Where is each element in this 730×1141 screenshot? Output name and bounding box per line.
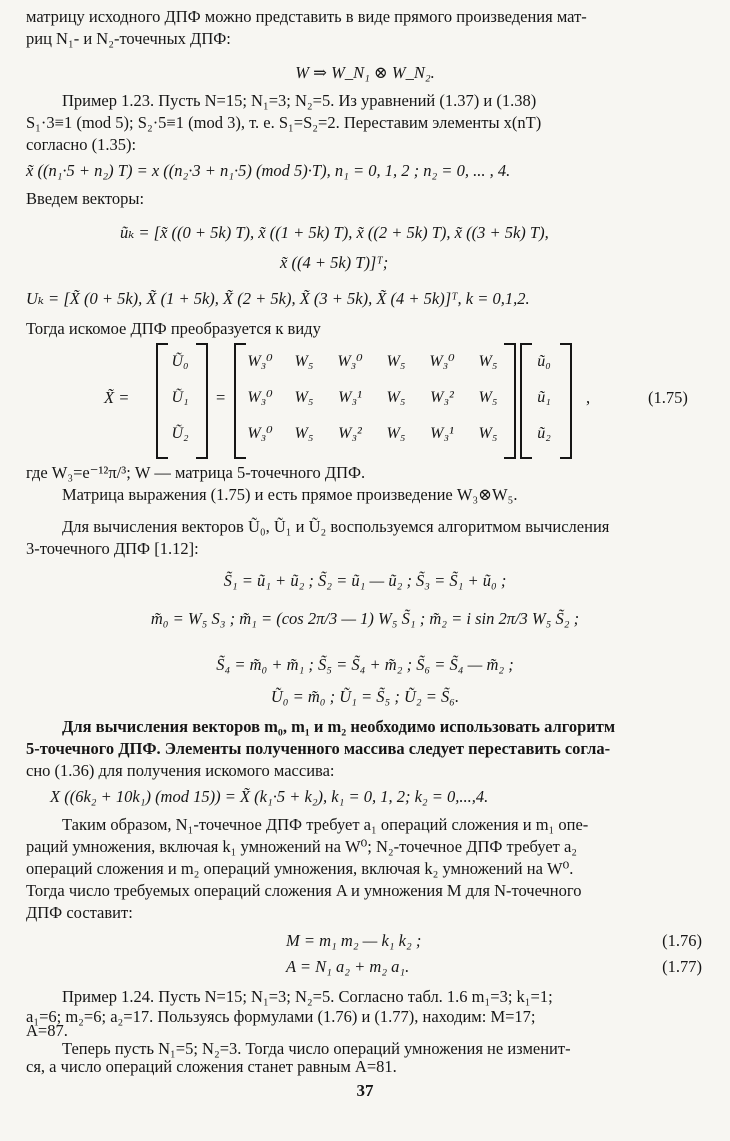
example-1-23-line2: S₁·3≡1 (mod 5); S₂·5≡1 (mod 3), т. е. S₁=S₂=2. Переставим элементы x(nT)	[26, 113, 542, 132]
vector-cell: Ũ₁	[171, 389, 189, 406]
equation-M: M = m₁ m₂ — k₁ k₂ ;	[286, 931, 422, 950]
text-line: операций сложения и m₂ операций умножения, включая k₂ умножений на W⁰.	[26, 859, 574, 878]
text-line: ДПФ составит:	[26, 903, 133, 922]
vector-cell: ũ₂	[537, 425, 551, 442]
equation-Uk: Uₖ = [X̃ (0 + 5k), X̃ (1 + 5k), X̃ (2 + 5k), X̃ (3 + 5k), X̃ (4 + 5k)]ᵀ, k = 0,1,2.	[26, 289, 530, 308]
page-number: 37	[356, 1081, 374, 1100]
matrix-equation-1-75	[100, 343, 700, 455]
example-1-24-line1: Пример 1.24. Пусть N=15; N₁=3; N₂=5. Согласно табл. 1.6 m₁=3; k₁=1;	[62, 987, 553, 1006]
matrix-cell: W₃¹	[338, 389, 362, 406]
text-line: Матрица выражения (1.75) и есть прямое произведение W₃⊗W₅.	[62, 485, 518, 504]
equation-m: m̃₀ = W₅ S₃ ; m̃₁ = (cos 2π/3 — 1) W₅ S̃₁ ; m̃₂ = i sin 2π/3 W₅ S̃₂ ;	[150, 609, 580, 628]
text-line: раций умножения, включая k₁ умножений на W⁰; N₂-точечное ДПФ требует a₂	[26, 837, 578, 856]
equation-permutation: x̃ ((n₁·5 + n₂) T) = x ((n₂·3 + n₁·5) (mod 5)·T), n₁ = 0, 1, 2 ; n₂ = 0, ... , 4.	[26, 161, 511, 180]
matrix-cell: W₅	[478, 353, 498, 370]
text-line: где W₃=e⁻¹²π/³; W — матрица 5-точечного ДПФ.	[26, 463, 366, 482]
text-line: Таким образом, N₁-точечное ДПФ требует a₁ операций сложения и m₁ опе-	[62, 815, 589, 834]
matrix-cell: W₃⁰	[429, 353, 455, 370]
matrix-cell: W₅	[386, 389, 406, 406]
equation-number: (1.75)	[648, 388, 688, 407]
vector-cell: ũ₀	[537, 353, 551, 370]
vector-cell: Ũ₂	[171, 425, 189, 442]
text-line: матрицу исходного ДПФ можно представить в виде прямого произведения мат-	[26, 7, 587, 26]
text-line: Для вычисления векторов Ũ₀, Ũ₁ и Ũ₂ воспользуемся алгоритмом вычисления	[62, 517, 610, 536]
matrix-cell: W₅	[294, 425, 314, 442]
equation-uk-line1: ũₖ = [x̃ ((0 + 5k) T), x̃ ((1 + 5k) T), x̃ ((2 + 5k) T), x̃ ((3 + 5k) T),	[120, 223, 549, 242]
matrix-cell: W₅	[478, 389, 498, 406]
example-1-23-line3: согласно (1.35):	[26, 135, 137, 154]
equation-s4: S̃₄ = m̃₀ + m̃₁ ; S̃₅ = S̃₄ + m̃₂ ; S̃₆ = S̃₄ — m̃₂ ;	[216, 655, 514, 674]
text-line: Теперь пусть N₁=5; N₂=3. Тогда число операций умножения не изменит-	[62, 1039, 571, 1058]
matrix-cell: W₃²	[430, 389, 454, 406]
right-bracket	[560, 343, 572, 459]
equation-x: X ((6k₂ + 10k₁) (mod 15)) = X̃ (k₁·5 + k₂), k₁ = 0, 1, 2; k₂ = 0,...,4.	[50, 787, 489, 806]
right-bracket	[196, 343, 208, 459]
equation-w-kron: W ⇒ W_N₁ ⊗ W_N₂.	[295, 63, 435, 82]
vector-cell: Ũ₀	[171, 353, 189, 370]
matrix-cell: W₃⁰	[247, 389, 273, 406]
matrix-cell: W₅	[294, 389, 314, 406]
matrix-cell: W₅	[294, 353, 314, 370]
example-1-24-line2: a₁=6; m₂=6; a₂=17. Пользуясь формулами (1.76) и (1.77), находим: M=17;	[26, 1007, 536, 1026]
equation-number: (1.76)	[662, 931, 702, 950]
vector-cell: ũ₁	[537, 389, 551, 406]
equation-uk-line2: x̃ ((4 + 5k) T)]ᵀ;	[280, 253, 389, 272]
matrix-cell: W₅	[386, 353, 406, 370]
equation-A: A = N₁ a₂ + m₂ a₁.	[286, 957, 410, 976]
equation-s: S̃₁ = ũ₁ + ũ₂ ; S̃₂ = ũ₁ — ũ₂ ; S̃₃ = S̃₁ + ũ₀ ;	[223, 571, 507, 590]
text-line: 3-точечного ДПФ [1.12]:	[26, 539, 199, 558]
matrix-lhs: X̃ =	[104, 388, 130, 407]
matrix-comma: ,	[586, 388, 591, 407]
text-line: Для вычисления векторов m₀, m₁ и m₂ необходимо использовать алгоритм	[62, 717, 616, 736]
example-1-23-line1: Пример 1.23. Пусть N=15; N₁=3; N₂=5. Из уравнений (1.37) и (1.38)	[62, 91, 537, 110]
matrix-cell: W₅	[478, 425, 498, 442]
matrix-cell: W₅	[386, 425, 406, 442]
matrix-cell: W₃²	[338, 425, 362, 442]
right-bracket	[504, 343, 516, 459]
text-line: ся, а число операций сложения станет равным A=81.	[26, 1057, 397, 1076]
matrix-cell: W₃⁰	[247, 353, 273, 370]
matrix-cell: W₃⁰	[247, 425, 273, 442]
matrix-cell: W₃¹	[430, 425, 454, 442]
matrix-equals: =	[216, 388, 226, 407]
text-line: Тогда искомое ДПФ преобразуется к виду	[26, 319, 321, 338]
text-line: риц N₁- и N₂-точечных ДПФ:	[26, 29, 231, 48]
matrix-cell: W₃⁰	[337, 353, 363, 370]
text-line: Тогда число требуемых операций сложения A и умножения M для N-точечного	[26, 881, 582, 900]
text-line: Введем векторы:	[26, 189, 145, 208]
equation-u: Ũ₀ = m̃₀ ; Ũ₁ = S̃₅ ; Ũ₂ = S̃₆.	[270, 687, 460, 706]
equation-number: (1.77)	[662, 957, 702, 976]
text-line: сно (1.36) для получения искомого массива:	[26, 761, 335, 780]
example-1-24-line3: A=87.	[26, 1021, 68, 1040]
text-line: 5-точечного ДПФ. Элементы полученного массива следует переставить согла-	[26, 739, 611, 758]
